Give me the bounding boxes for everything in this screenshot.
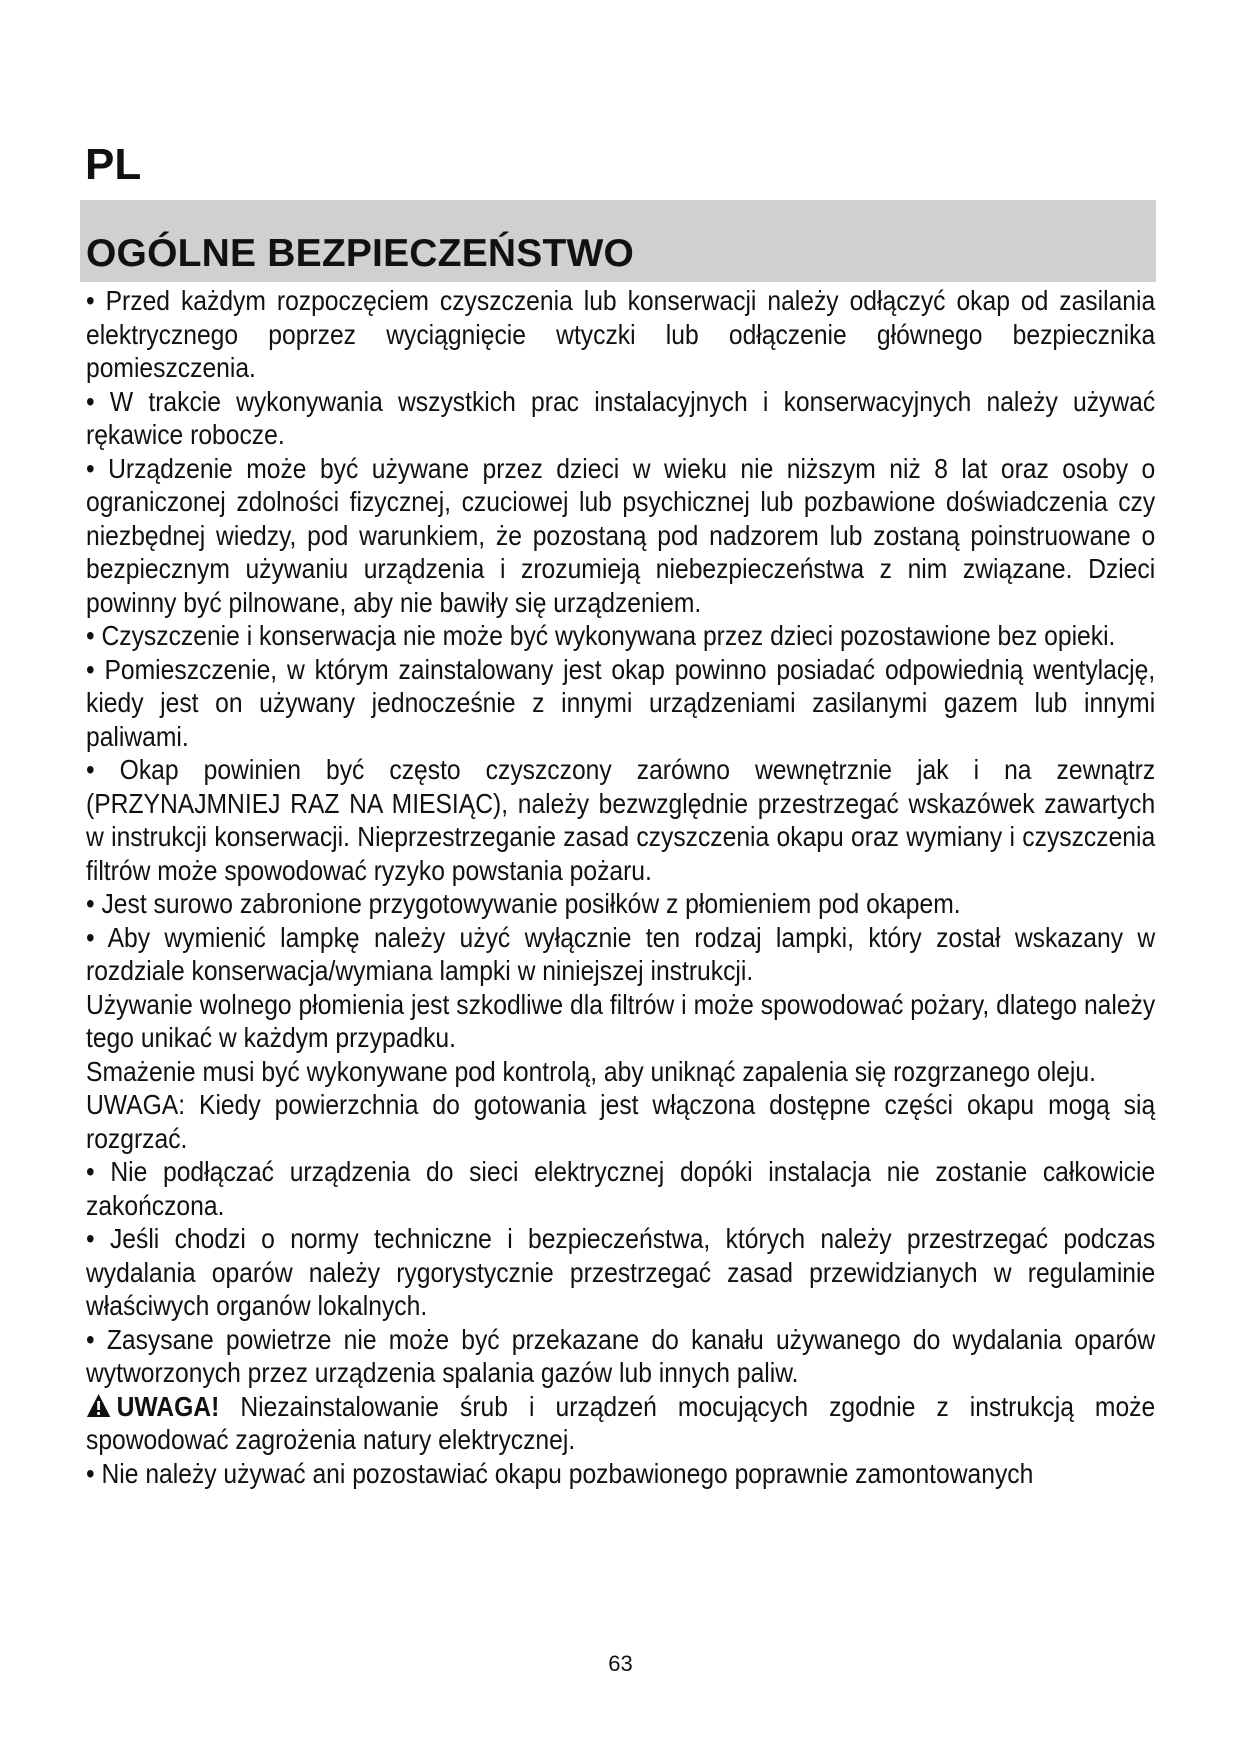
warning-label: UWAGA! [116,1390,220,1422]
paragraph-cleaning-children: • Czyszczenie i konserwacja nie może być wykonywana przez dzieci pozostawione bez opieki. [86,620,1116,651]
paragraph-final: • Nie należy używać ani pozostawiać okapu pozbawionego poprawnie zamontowanych [86,1457,1034,1489]
warning-triangle-icon [86,1393,111,1418]
paragraph-frying: Smażenie musi być wykonywane pod kontrolą, aby uniknąć zapalenia się rozgrzanego oleju. [86,1055,1096,1087]
paragraph-gloves: • W trakcie wykonywania wszystkich prac instalacyjnych i konserwacyjnych należy używać rękawice robocze. [86,385,1156,450]
paragraph-flame-prohibited: • Jest surowo zabronione przygotowywanie posiłków z płomieniem pod okapem. [86,888,961,919]
paragraph-cleaning-frequency: • Okap powinien być często czyszczony zarówno wewnętrznie jak i na zewnątrz (PRZYNAJMNIEJ RAZ NA MIESIĄC), należy bezwzględnie przestrzegać wskazówek zawartych w instrukcji konserwacji. Nieprzestrzeganie zasad czyszczenia okapu oraz wymiany i czyszczenia filtrów może spowodować ryzyko powstania pożaru. [86,754,1156,886]
warning-paragraph [86,1390,1155,1457]
section-heading-bar [80,200,1156,282]
paragraph-exhaust-duct: • Zasysane powietrze nie może być przekazane do kanału używanego do wydalania oparów wytworzonych przez urządzenia spalania gazów lub innych paliw. [86,1323,1156,1388]
paragraph-open-flame: Używanie wolnego płomienia jest szkodliwe dla filtrów i może spowodować pożary, dlatego należy tego unikać w każdym przypadku. [86,988,1156,1053]
warning-text: Niezainstalowanie śrub i urządzeń mocujących zgodnie z instrukcją może spowodować zagrożenia natury elektrycznej. [86,1390,1156,1455]
paragraph-regulations: • Jeśli chodzi o normy techniczne i bezpieczeństwa, których należy przestrzegać podczas wydalania oparów należy rygorystycznie przestrzegać zasad przewidzianych w regulaminie właściwych organów lokalnych. [86,1223,1156,1321]
paragraph-disconnect: • Przed każdym rozpoczęciem czyszczenia lub konserwacji należy odłączyć okap od zasilania elektrycznego poprzez wyciągnięcie wtyczki lub odłączenie głównego bezpiecznika pomieszczenia. [86,285,1156,383]
paragraph-children: • Urządzenie może być używane przez dzieci w wieku nie niższym niż 8 lat oraz osoby o ograniczonej zdolności fizycznej, czuciowej lub psychicznej lub pozbawione doświadczenia czy niezbędnej wiedzy, pod warunkiem, że pozostaną pod nadzorem lub zostaną poinstruowane o bezpiecznym używaniu urządzenia i zrozumieją niebezpieczeństwa z nim związane. Dzieci powinny być pilnowane, aby nie bawiły się urządzeniem. [86,452,1156,618]
body-text [86,284,1155,1490]
paragraph-lamp-replacement: • Aby wymienić lampkę należy użyć wyłącznie ten rodzaj lampki, który został wskazany w rozdziale konserwacja/wymiana lampki w niniejszej instrukcji. [86,921,1156,986]
language-code: PL [85,140,142,189]
paragraph-hot-parts: UWAGA: Kiedy powierzchnia do gotowania jest włączona dostępne części okapu mogą sią rozgrzać. [86,1089,1156,1154]
paragraph-connection: • Nie podłączać urządzenia do sieci elektrycznej dopóki instalacja nie zostanie całkowicie zakończona. [86,1156,1156,1221]
page-number: 63 [608,1651,633,1676]
section-title: OGÓLNE BEZPIECZEŃSTWO [86,232,635,275]
paragraph-ventilation: • Pomieszczenie, w którym zainstalowany jest okap powinno posiadać odpowiednią wentylację, kiedy jest on używany jednocześnie z innymi urządzeniami zasilanymi gazem lub innymi paliwami. [86,653,1156,752]
